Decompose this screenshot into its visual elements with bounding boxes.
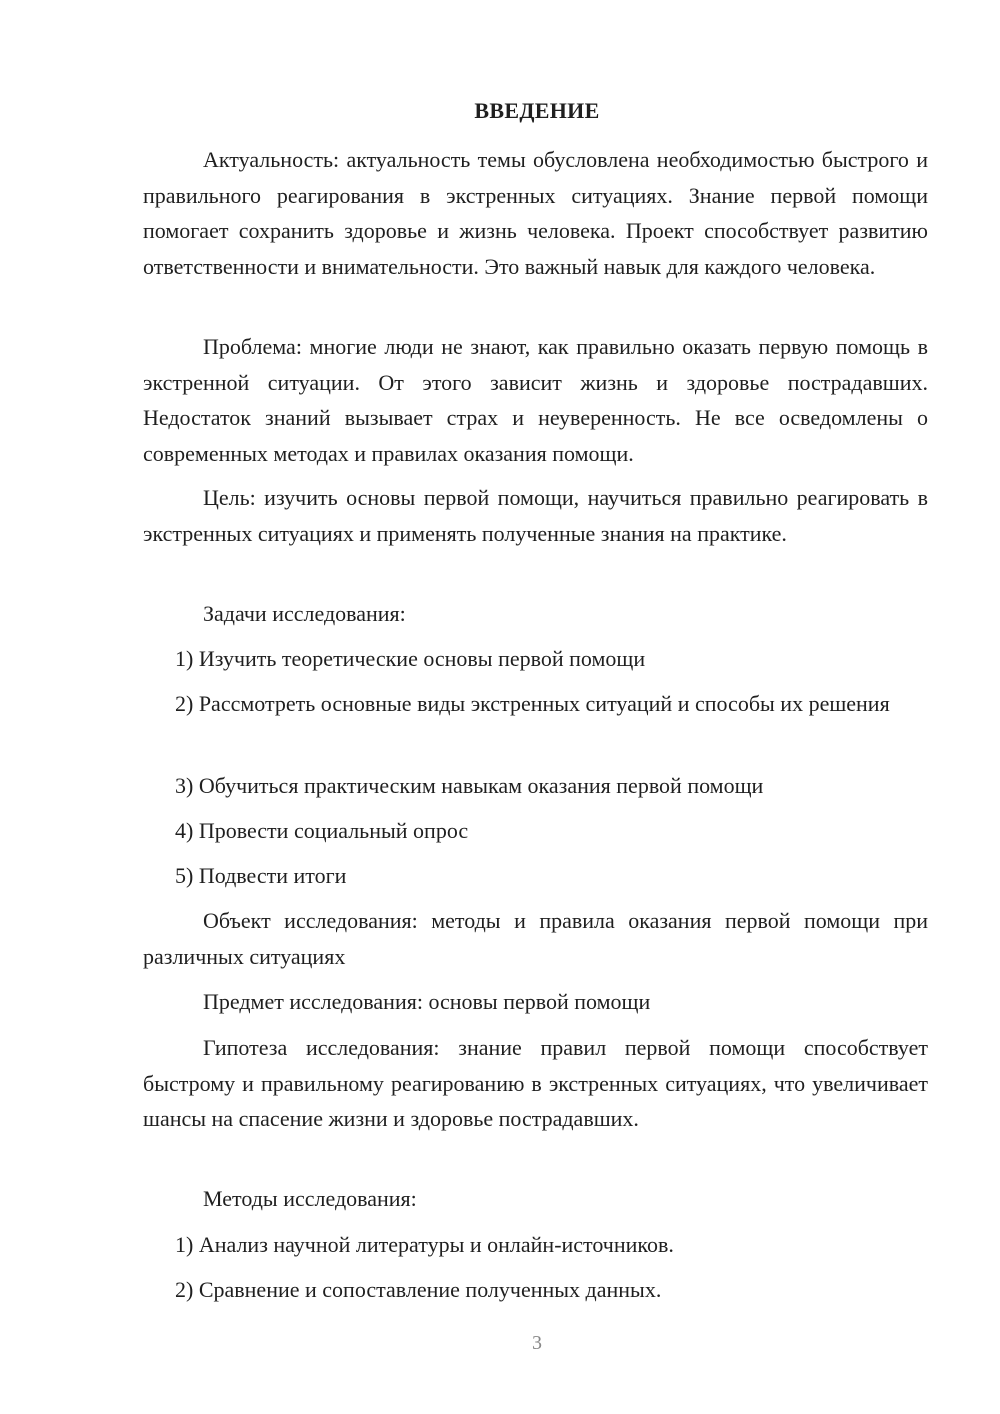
hypothesis-paragraph: Гипотеза исследования: знание правил первой помощи способствует быстрому и правильному реагированию в экстренных ситуациях, что увеличивает шансы на спасение жизни и здоровье пострадавших. bbox=[143, 1035, 928, 1131]
method-item: 2) Сравнение и сопоставление полученных данных. bbox=[175, 1277, 662, 1302]
task-item: 2) Рассмотреть основные виды экстренных ситуаций и способы их решения bbox=[175, 691, 890, 716]
tasks-title: Задачи исследования: bbox=[203, 601, 406, 626]
problem-paragraph: Проблема: многие люди не знают, как правильно оказать первую помощь в экстренной ситуации. От этого зависит жизнь и здоровье пострадавших. Недостаток знаний вызывает страх и неуверенность. Не все осведомлены о современных методах и правилах оказания помощи. bbox=[143, 334, 928, 466]
relevance-paragraph: Актуальность: актуальность темы обусловлена необходимостью быстрого и правильного реагирования в экстренных ситуациях. Знание первой помощи помогает сохранить здоровье и жизнь человека. Проект способствует развитию ответственности и внимательности. Это важный навык для каждого человека. bbox=[143, 147, 928, 279]
page-number: 3 bbox=[532, 1332, 542, 1354]
task-item: 1) Изучить теоретические основы первой помощи bbox=[175, 646, 646, 671]
goal-paragraph: Цель: изучить основы первой помощи, научиться правильно реагировать в экстренных ситуациях и применять полученные знания на практике. bbox=[143, 485, 928, 546]
task-item: 5) Подвести итоги bbox=[175, 863, 347, 888]
subject-paragraph: Предмет исследования: основы первой помощи bbox=[203, 989, 651, 1014]
method-item: 1) Анализ научной литературы и онлайн-источников. bbox=[175, 1232, 674, 1257]
methods-title: Методы исследования: bbox=[203, 1186, 417, 1211]
task-item: 4) Провести социальный опрос bbox=[175, 818, 469, 843]
section-heading: ВВЕДЕНИЕ bbox=[474, 98, 600, 123]
object-paragraph: Объект исследования: методы и правила оказания первой помощи при различных ситуациях bbox=[143, 908, 928, 969]
task-item: 3) Обучиться практическим навыкам оказания первой помощи bbox=[175, 773, 764, 798]
